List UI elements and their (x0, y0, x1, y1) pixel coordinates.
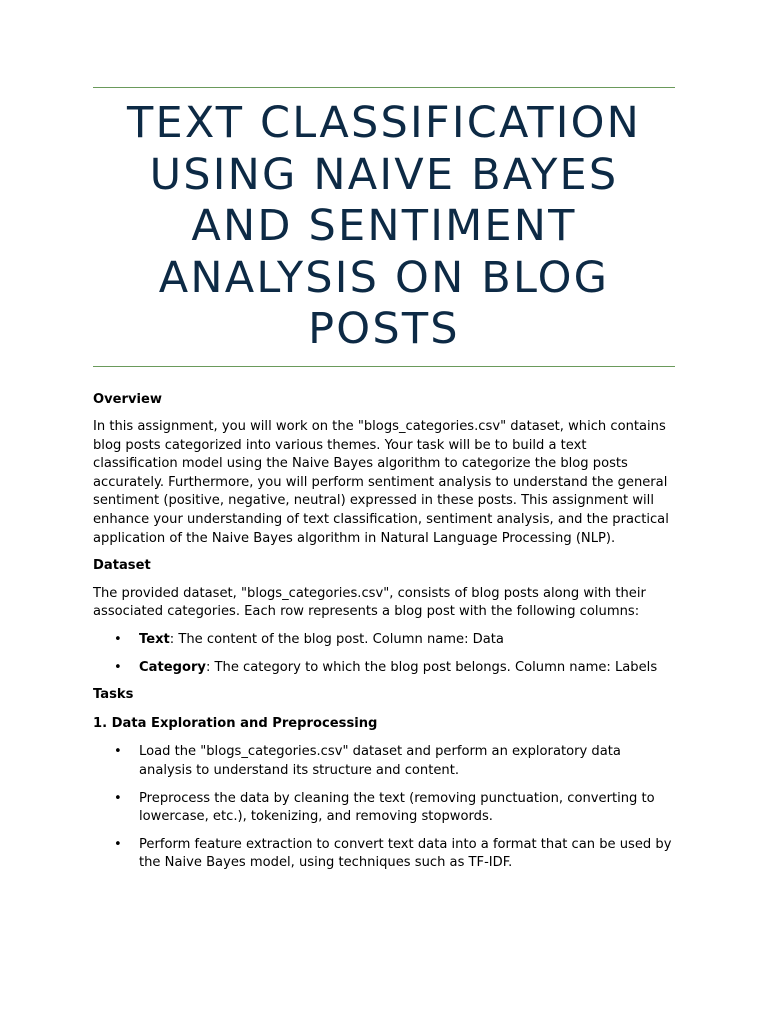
list-item (93, 659, 675, 678)
bullet-icon: • (114, 632, 122, 648)
document-page (93, 0, 675, 873)
task-item-text: Preprocess the data by cleaning the text (removing punctuation, converting to lowercase, etc.), tokenizing, and removing stopwords. (139, 790, 655, 825)
title-top-rule (93, 87, 675, 88)
dataset-paragraph: The provided dataset, "blogs_categories.csv", consists of blog posts along with their associated categories. Each row represents a blog post with the following columns: (93, 585, 646, 620)
task-item-text: Perform feature extraction to convert text data into a format that can be used by the Naive Bayes model, using techniques such as TF-IDF. (139, 836, 672, 871)
column-description: : The category to which the blog post belongs. Column name: Labels (205, 659, 658, 675)
dataset-columns-list (93, 631, 675, 677)
document-title: TEXT CLASSIFICATION USING NAIVE BAYES AND SENTIMENT ANALYSIS ON BLOG POSTS (126, 98, 641, 354)
column-term: Category (139, 659, 206, 675)
task-subheading: 1. Data Exploration and Preprocessing (93, 715, 378, 731)
dataset-section (93, 557, 675, 677)
list-item (93, 836, 675, 873)
column-description: : The content of the blog post. Column name: Data (169, 632, 504, 648)
overview-paragraph: In this assignment, you will work on the "blogs_categories.csv" dataset, which contains blog posts categorized into various themes. Your task will be to build a text classification model using the Naive Bayes algorithm to categorize the blog posts accurately. Furthermore, you will perform sentiment analysis to understand the general sentiment (positive, negative, neutral) expressed in these posts. This assignment will enhance your understanding of text classification, sentiment analysis, and the practical application of the Naive Bayes algorithm in Natural Language Processing (NLP). (93, 419, 669, 546)
dataset-heading: Dataset (93, 558, 151, 574)
list-item (93, 790, 675, 827)
bullet-icon: • (114, 790, 122, 806)
overview-heading: Overview (93, 391, 163, 407)
bullet-icon: • (114, 836, 122, 852)
bullet-icon: • (114, 659, 122, 675)
list-item (93, 743, 675, 780)
tasks-list (93, 743, 675, 873)
tasks-section (93, 686, 675, 873)
overview-section (93, 391, 675, 549)
bullet-icon: • (114, 744, 122, 760)
column-term: Text (139, 632, 170, 648)
tasks-heading: Tasks (93, 687, 134, 703)
task-item-text: Load the "blogs_categories.csv" dataset and perform an exploratory data analysis to understand its structure and content. (139, 744, 621, 778)
list-item (93, 631, 675, 650)
